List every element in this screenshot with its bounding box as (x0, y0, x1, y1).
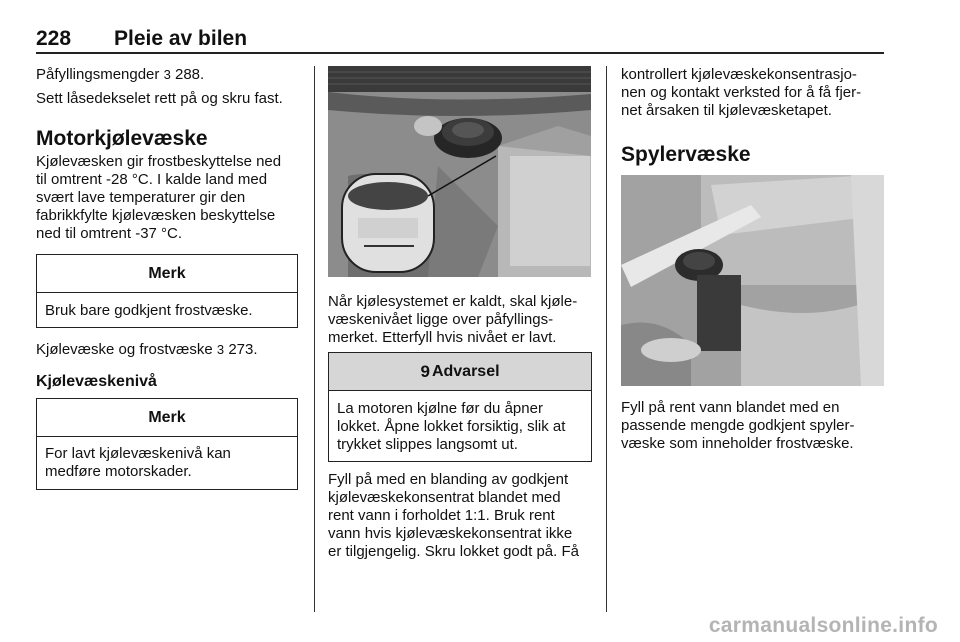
header-rule (36, 52, 884, 54)
washer-fluid-paragraph: Fyll på rent vann blandet med en passende mengde godkjent spyler- væske som inneholder frostvæske. (621, 399, 855, 452)
coolant-paragraph: Kjølevæsken gir frostbeskyttelse ned til omtrent -28 °C. I kalde land med svært lave temperaturer gir den fabrikkfylte kjølevæsken beskyttelse ned til omtrent -37 °C. (36, 153, 282, 242)
mixing-paragraph: Fyll på med en blanding av godkjent kjølevæskekonsentrat blandet med rent vann i forholdet 1:1. Bruk rent vann hvis kjølevæskekonsentrat ikke er tilgjengelig. Skru lokket godt på. Få (328, 471, 579, 560)
warning-triangle-icon: 9 (420, 361, 430, 381)
page-ref-link[interactable]: 288. (174, 66, 205, 83)
coolant-reservoir-photo (328, 66, 591, 277)
coolant-continuation-paragraph: kontrollert kjølevæskekonsentrasjo- nen og kontakt verksted for å få fjer- net årsaken til kjølevæsketapet. (621, 66, 862, 119)
coolant-level-paragraph: Når kjølesystemet er kaldt, skal kjøle- væskenivået ligge over påfyllings- merket. Etterfyll hvis nivået er lavt. (328, 293, 578, 346)
page-ref-arrow-icon: 3 (163, 67, 171, 82)
warning-body: La motoren kjølne før du åpner lokket. Åpne lokket forsiktig, slik at trykket slippes langsomt ut. (337, 400, 566, 453)
note-box-1 (36, 254, 298, 328)
washer-fluid-photo (621, 175, 884, 386)
refill-quantities-line: Påfyllingsmengder 3 288. (36, 66, 205, 83)
note-title: Merk (37, 399, 297, 437)
chapter-title: Pleie av bilen (114, 27, 248, 50)
note-body: For lavt kjølevæskenivå kan medføre motorskader. (45, 445, 231, 480)
subsection-title-coolant-level: Kjølevæskenivå (36, 373, 157, 390)
note-title: Merk (37, 255, 297, 293)
column-divider-1 (314, 66, 315, 612)
warning-box (328, 352, 592, 462)
page-ref-arrow-icon: 3 (216, 342, 225, 357)
page-number: 228 (36, 27, 72, 50)
coolant-antifreeze-line: Kjølevæske og frostvæske 3 273. (36, 341, 258, 358)
watermark: carmanualsonline.info (708, 614, 938, 637)
note-body: Bruk bare godkjent frostvæske. (45, 302, 253, 319)
page-ref-link[interactable]: 273. (228, 341, 258, 358)
warning-title: 9 Advarsel (329, 353, 591, 391)
left-column (36, 66, 302, 243)
section-title-coolant: Motorkjølevæske (36, 127, 208, 150)
column-divider-2 (606, 66, 607, 612)
section-title-washer-fluid: Spylervæske (621, 143, 751, 166)
cap-instruction: Sett låsedekselet rett på og skru fast. (36, 90, 283, 107)
note-box-2 (36, 398, 298, 490)
